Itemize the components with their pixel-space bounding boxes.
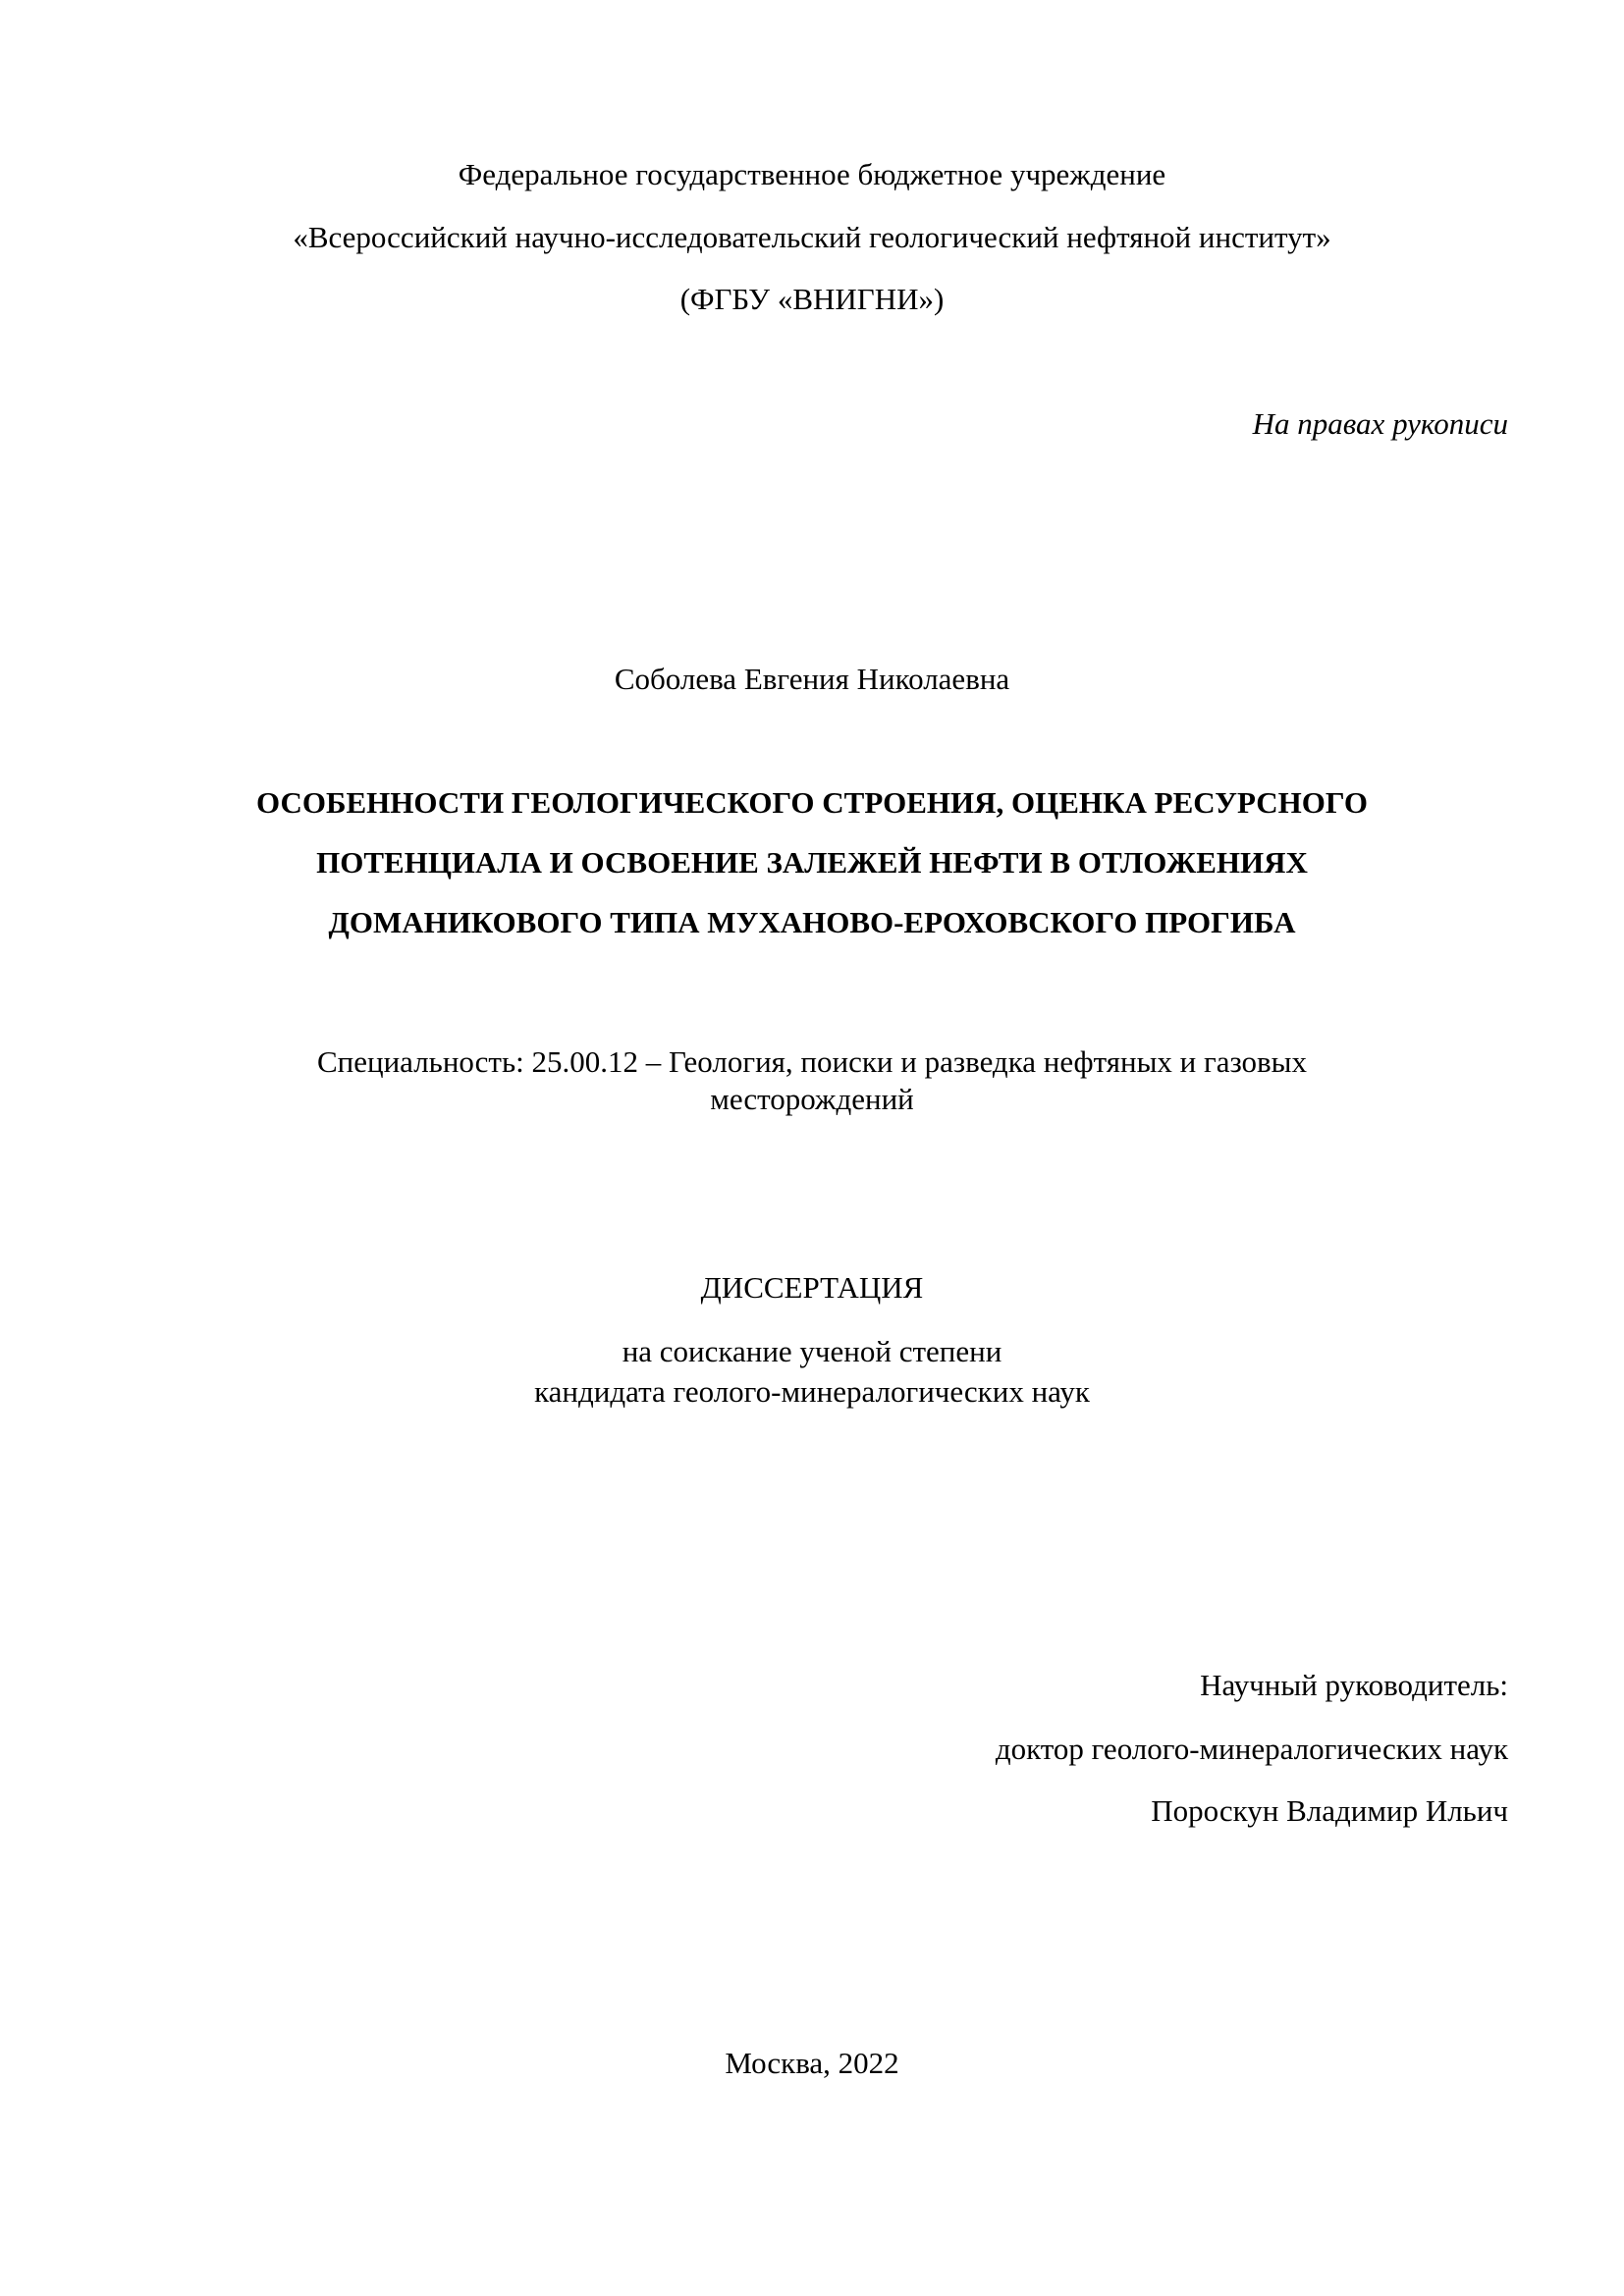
- thesis-title-line-2: ПОТЕНЦИАЛА И ОСВОЕНИЕ ЗАЛЕЖЕЙ НЕФТИ В ОТЛОЖЕНИЯХ: [316, 845, 1308, 880]
- thesis-title-line-1: ОСОБЕННОСТИ ГЕОЛОГИЧЕСКОГО СТРОЕНИЯ, ОЦЕНКА РЕСУРСНОГО: [256, 785, 1368, 820]
- supervisor-name: Пороскун Владимир Ильич: [1151, 1793, 1508, 1828]
- author-name: Соболева Евгения Николаевна: [614, 662, 1010, 696]
- institution-line-2: «Всероссийский научно-исследовательский геологический нефтяной институт»: [293, 220, 1331, 254]
- specialty-line-1: Специальность: 25.00.12 – Геология, поиски и разведка нефтяных и газовых: [316, 1044, 1308, 1079]
- city-year: Москва, 2022: [725, 2046, 899, 2080]
- institution-line-1: Федеральное государственное бюджетное учреждение: [458, 157, 1166, 191]
- manuscript-note: На правах рукописи: [1252, 406, 1508, 441]
- institution-abbreviation: (ФГБУ «ВНИГНИ»): [679, 282, 945, 316]
- document-type: ДИССЕРТАЦИЯ: [700, 1270, 924, 1305]
- specialty-line-2: месторождений: [710, 1082, 914, 1116]
- degree-line-1: на соискание ученой степени: [622, 1334, 1002, 1368]
- supervisor-label: Научный руководитель:: [1200, 1668, 1508, 1702]
- thesis-title-line-3: ДОМАНИКОВОГО ТИПА МУХАНОВО-ЕРОХОВСКОГО ПРОГИБА: [328, 905, 1296, 939]
- supervisor-degree: доктор геолого-минералогических наук: [995, 1732, 1508, 1766]
- degree-line-2: кандидата геолого-минералогических наук: [534, 1374, 1090, 1409]
